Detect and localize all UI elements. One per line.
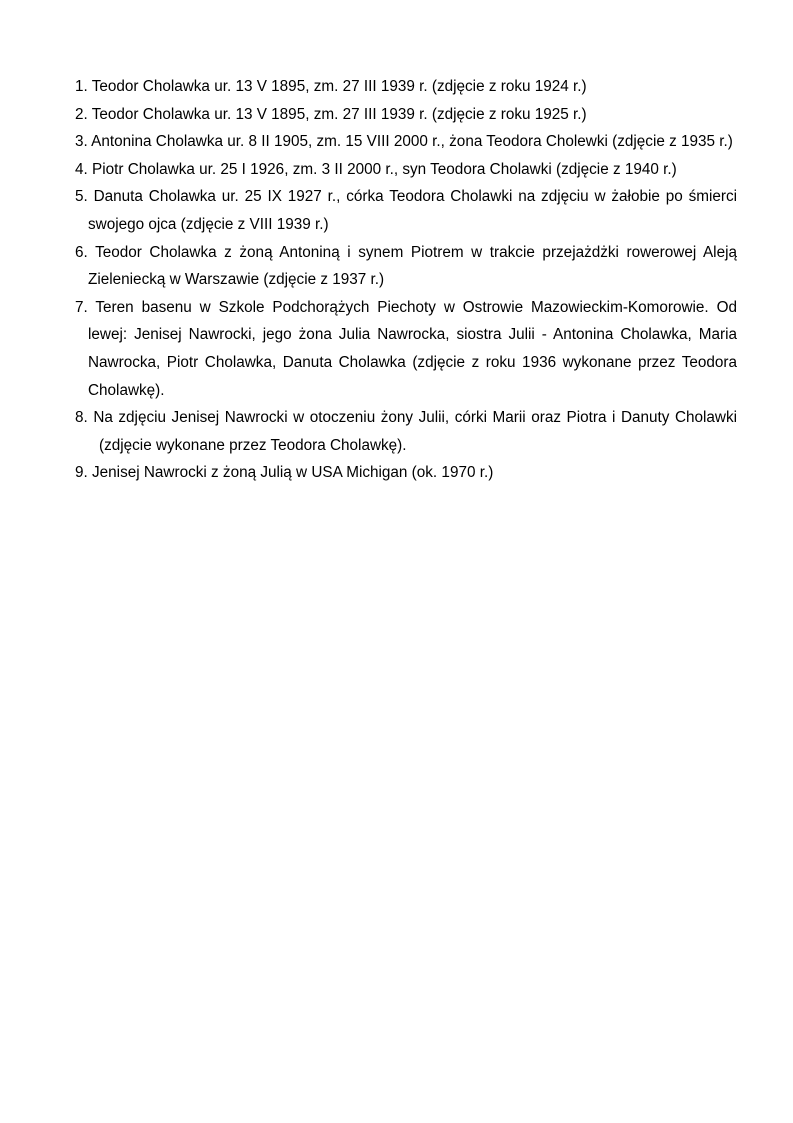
- caption-item-3: [75, 128, 737, 156]
- caption-text: Na zdjęciu Jenisej Nawrocki w otoczeniu żony Julii, córki Marii oraz Piotra i Danuty Cholawki (zdjęcie wykonane przez Teodora Cholawkę).: [93, 409, 738, 454]
- caption-number: 9.: [75, 464, 88, 482]
- caption-text: Jenisej Nawrocki z żoną Julią w USA Michigan (ok. 1970 r.): [92, 464, 494, 482]
- caption-item-9: [75, 459, 737, 487]
- caption-item-5: [75, 183, 737, 238]
- caption-number: 5.: [75, 188, 88, 206]
- caption-number: 3.: [75, 133, 88, 151]
- caption-text: Teodor Cholawka z żoną Antoniną i synem Piotrem w trakcie przejażdżki rowerowej Aleją Zieleniecką w Warszawie (zdjęcie z 1937 r.): [88, 243, 737, 289]
- caption-text: Teodor Cholawka ur. 13 V 1895, zm. 27 III 1939 r. (zdjęcie z roku 1925 r.): [91, 105, 587, 123]
- caption-text: Teodor Cholawka ur. 13 V 1895, zm. 27 III 1939 r. (zdjęcie z roku 1924 r.): [91, 78, 587, 95]
- caption-item-2: [75, 101, 737, 129]
- caption-number: 7.: [75, 298, 88, 316]
- caption-item-8: [75, 404, 737, 459]
- caption-text: Piotr Cholawka ur. 25 I 1926, zm. 3 II 2000 r., syn Teodora Cholawki (zdjęcie z 1940 r.): [92, 160, 677, 178]
- caption-item-6: [75, 239, 737, 294]
- photo-caption-list: [75, 73, 737, 487]
- caption-number: 6.: [75, 243, 88, 261]
- caption-text: Danuta Cholawka ur. 25 IX 1927 r., córka Teodora Cholawki na zdjęciu w żałobie po śmierci swojego ojca (zdjęcie z VIII 1939 r.): [88, 188, 738, 233]
- caption-text: Teren basenu w Szkole Podchorążych Piechoty w Ostrowie Mazowieckim-Komorowie. Od lewej: Jenisej Nawrocki, jego żona Julia Nawrocka, siostra Julii - Antonina Cholawka, Maria Nawrocka, Piotr Cholawka, Danuta Cholawka (zdjęcie z roku 1936 wykonane przez Teodora Cholawkę).: [88, 298, 737, 399]
- caption-item-4: [75, 156, 737, 184]
- caption-number: 1.: [75, 78, 88, 95]
- caption-text: Antonina Cholawka ur. 8 II 1905, zm. 15 VIII 2000 r., żona Teodora Cholewki (zdjęcie z 1935 r.): [91, 133, 733, 151]
- caption-number: 2.: [75, 105, 88, 123]
- caption-item-7: [75, 294, 737, 404]
- caption-number: 4.: [75, 160, 88, 178]
- caption-item-1: [75, 73, 737, 101]
- caption-number: 8.: [75, 409, 88, 427]
